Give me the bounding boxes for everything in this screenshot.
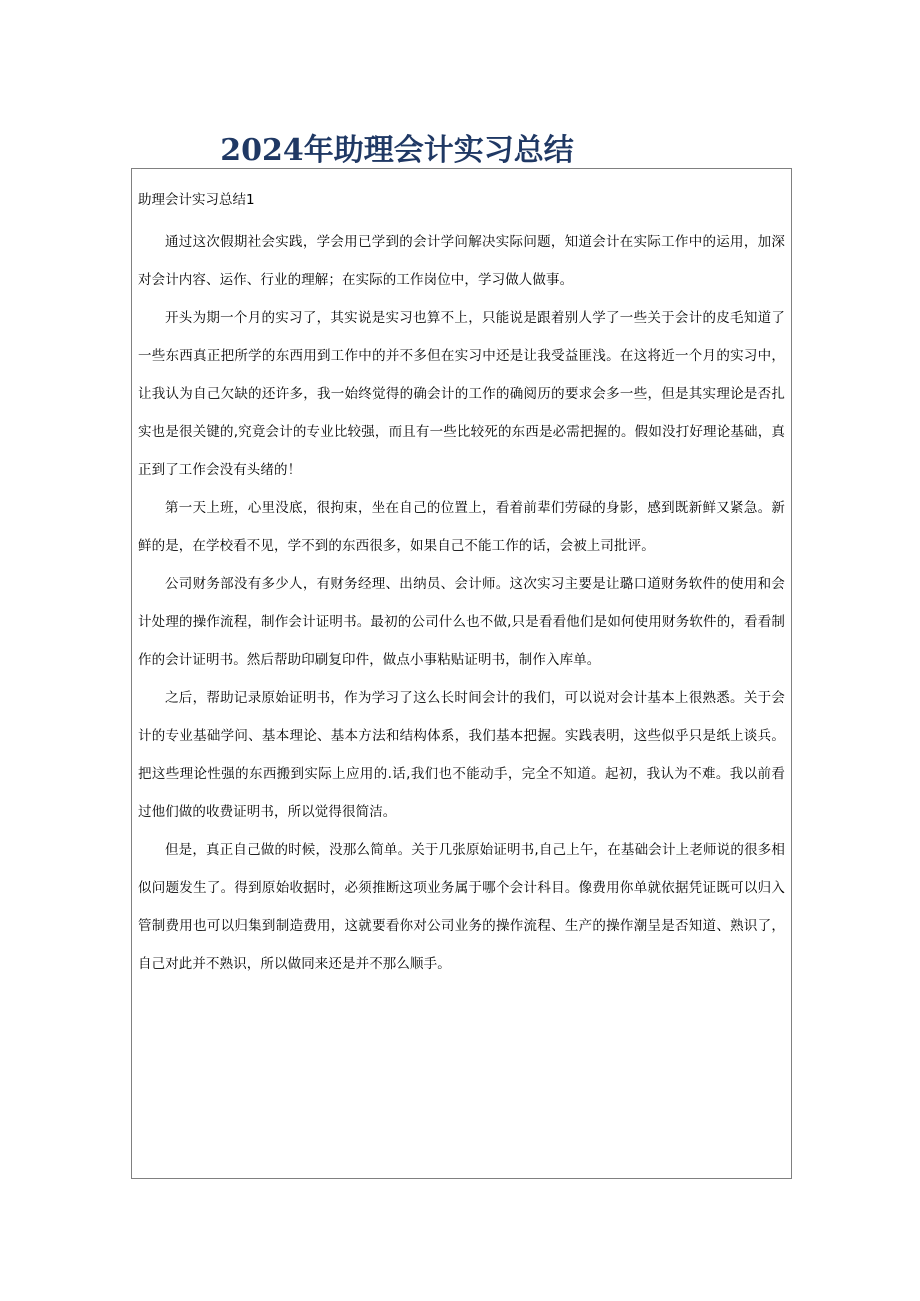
- content-table-box: [131, 168, 792, 1179]
- paragraph-2: 开头为期一个月的实习了，其实说是实习也算不上，只能说是跟着别人学了一些关于会计的皮毛知道了一些东西真正把所学的东西用到工作中的并不多但在实习中还是让我受益匪浅。在这将近一个月的实习中，让我认为自己欠缺的还许多，我一始终觉得的确会计的工作的确阅历的要求会多一些，但是其实理论是否扎实也是很关键的,究竟会计的专业比较强，而且有一些比较死的东西是必需把握的。假如没打好理论基础，真正到了工作会没有头绪的！: [138, 310, 785, 478]
- paragraph-6: 但是，真正自己做的时候，没那么简单。关于几张原始证明书,自己上午，在基础会计上老师说的很多相似问题发生了。得到原始收据时，必须推断这项业务属于哪个会计科目。像费用你单就依据凭证既可以归入管制费用也可以归集到制造费用，这就要看你对公司业务的操作流程、生产的操作潮呈是否知道、熟识了，自己对此并不熟识，所以做同来还是并不那么顺手。: [138, 842, 785, 972]
- paragraph-5: 之后，帮助记录原始证明书，作为学习了这么长时间会计的我们，可以说对会计基本上很熟悉。关于会计的专业基础学问、基本理论、基本方法和结构体系，我们基本把握。实践表明，这些似乎只是纸上谈兵。把这些理论性强的东西搬到实际上应用的.话,我们也不能动手，完全不知道。起初，我认为不难。我以前看过他们做的收费证明书，所以觉得很简洁。: [138, 690, 785, 820]
- page-title: 2024年助理会计实习总结: [220, 133, 574, 169]
- content-body: [132, 169, 791, 983]
- paragraph-3: 第一天上班，心里没底，很拘束，坐在自己的位置上，看着前辈们劳碌的身影，感到既新鲜又紧急。新鲜的是，在学校看不见，学不到的东西很多，如果自己不能工作的话，会被上司批评。: [138, 500, 785, 554]
- section-heading: 助理会计实习总结1: [138, 192, 255, 208]
- paragraph-1: 通过这次假期社会实践，学会用已学到的会计学问解决实际问题，知道会计在实际工作中的运用，加深对会计内容、运作、行业的理解；在实际的工作岗位中，学习做人做事。: [138, 234, 785, 288]
- paragraph-4: 公司财务部没有多少人，有财务经理、出纳员、会计师。这次实习主要是让璐口道财务软件的使用和会计处理的操作流程，制作会计证明书。最初的公司什么也不做,只是看看他们是如何使用财务软件的，看看制作的会计证明书。然后帮助印刷复印件，做点小事粘贴证明书，制作入库单。: [138, 576, 785, 668]
